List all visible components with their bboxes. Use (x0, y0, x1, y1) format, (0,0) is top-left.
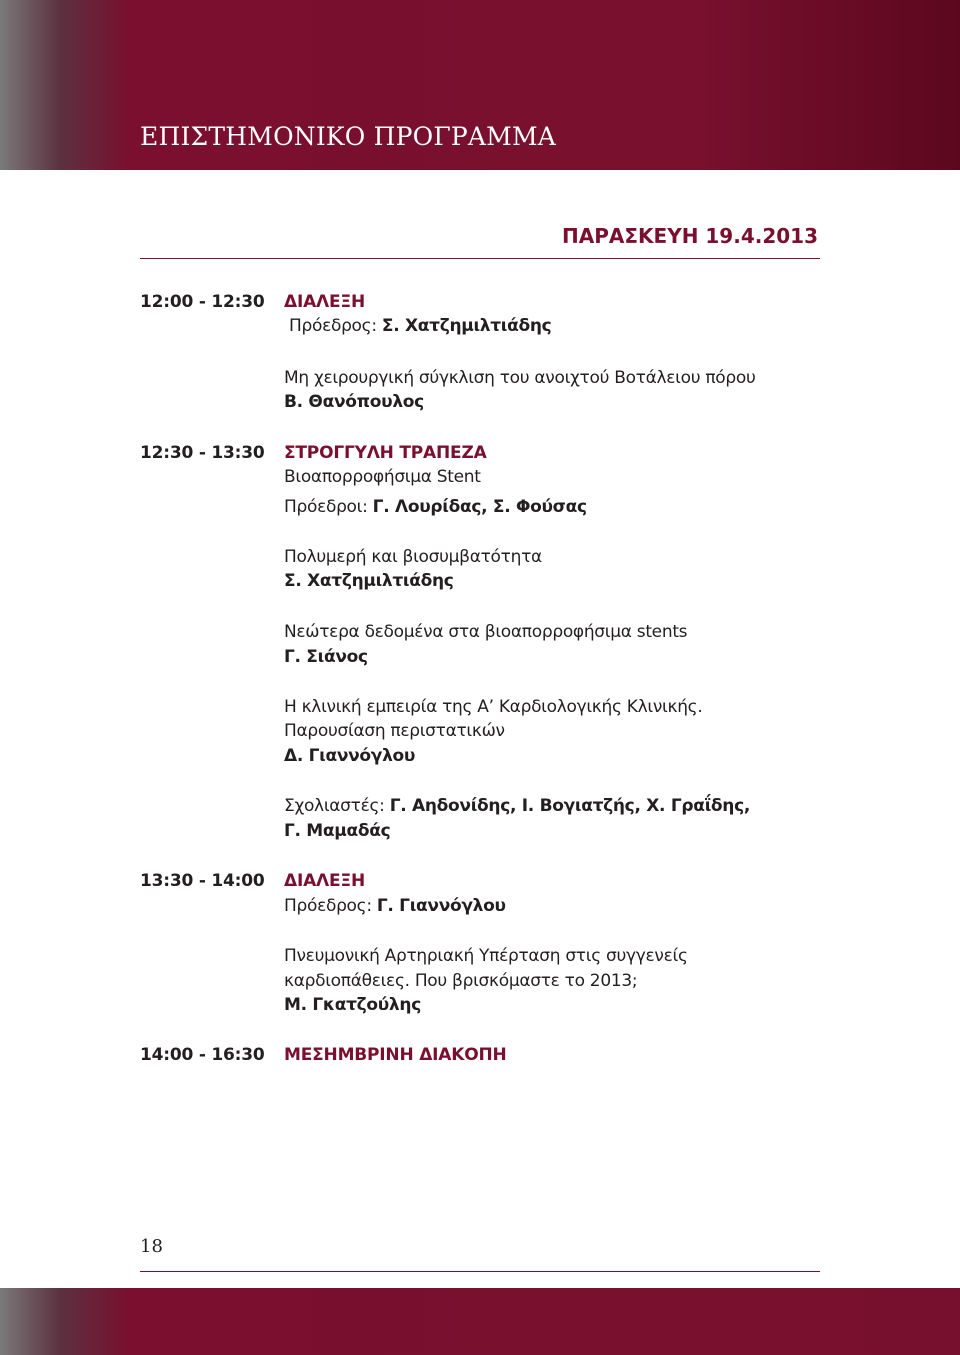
discussants-label: Σχολιαστές: (284, 796, 385, 816)
footer-divider (140, 1271, 820, 1272)
talk-title-line2: καρδιοπάθειες. Που βρισκόμαστε το 2013; (284, 971, 638, 991)
session-title: ΜΕΣΗΜΒΡΙΝΗ ΔΙΑΚΟΠΗ (284, 1045, 507, 1065)
session-time: 12:30 - 13:30 (140, 443, 265, 463)
session-chairs (284, 497, 587, 517)
talk-title: Η κλινική εμπειρία της Α’ Καρδιολογικής Κλινικής. (284, 697, 703, 717)
talk-title: Νεώτερα δεδομένα στα βιοαπορροφήσιμα stents (284, 622, 688, 642)
session-chair (284, 896, 506, 916)
session-chair (289, 316, 551, 336)
speaker-name: Β. Θανόπουλος (284, 392, 424, 412)
page-title: ΕΠΙΣΤΗΜΟΝΙΚΟ ΠΡΟΓΡΑΜΜΑ (140, 122, 557, 151)
discussants-line2 (284, 821, 390, 841)
chair-name: Γ. Γιαννόγλου (376, 896, 506, 916)
session-title: ΣΤΡΟΓΓΥΛΗ ΤΡΑΠΕΖΑ (284, 443, 487, 463)
talk-title: Πνευμονική Αρτηριακή Υπέρταση στις συγγενείς (284, 946, 688, 966)
talk-speaker (284, 571, 454, 591)
session-time: 12:00 - 12:30 (140, 292, 265, 312)
session-title: ΔΙΑΛΕΞΗ (284, 292, 365, 312)
discussants-names: Γ. Αηδονίδης, Ι. Βογιατζής, Χ. Γραΐδης, (389, 796, 751, 816)
page-number: 18 (140, 1236, 163, 1257)
talk-speaker (284, 995, 421, 1015)
chair-label: Πρόεδρος: (289, 316, 377, 336)
talk-speaker (284, 746, 415, 766)
session-subtitle: Βιοαπορροφήσιμα Stent (284, 467, 481, 487)
speaker-name: Σ. Χατζημιλτιάδης (284, 571, 454, 591)
session-time: 14:00 - 16:30 (140, 1045, 265, 1065)
talk-title-line2: Παρουσίαση περιστατικών (284, 721, 505, 741)
chairs-label: Πρόεδροι: (284, 497, 368, 517)
discussants (284, 796, 750, 816)
chairs-names: Γ. Λουρίδας, Σ. Φούσας (372, 497, 587, 517)
session-title: ΔΙΑΛΕΞΗ (284, 871, 365, 891)
speaker-name: Δ. Γιαννόγλου (284, 746, 416, 766)
talk-speaker (284, 647, 368, 667)
chair-name: Σ. Χατζημιλτιάδης (381, 316, 552, 336)
discussants-names: Γ. Μαμαδάς (284, 821, 391, 841)
footer-band (0, 1288, 960, 1355)
chair-label: Πρόεδρος: (284, 896, 372, 916)
talk-title: Μη χειρουργική σύγκλιση του ανοιχτού Βοτάλειου πόρου (284, 368, 756, 388)
speaker-name: Γ. Σιάνος (284, 647, 368, 667)
talk-speaker (284, 392, 424, 412)
speaker-name: Μ. Γκατζούλης (284, 995, 421, 1015)
program-date: ΠΑΡΑΣΚΕΥΗ 19.4.2013 (562, 224, 818, 248)
talk-title: Πολυμερή και βιοσυμβατότητα (284, 547, 542, 567)
session-time: 13:30 - 14:00 (140, 871, 265, 891)
date-divider (140, 258, 820, 259)
